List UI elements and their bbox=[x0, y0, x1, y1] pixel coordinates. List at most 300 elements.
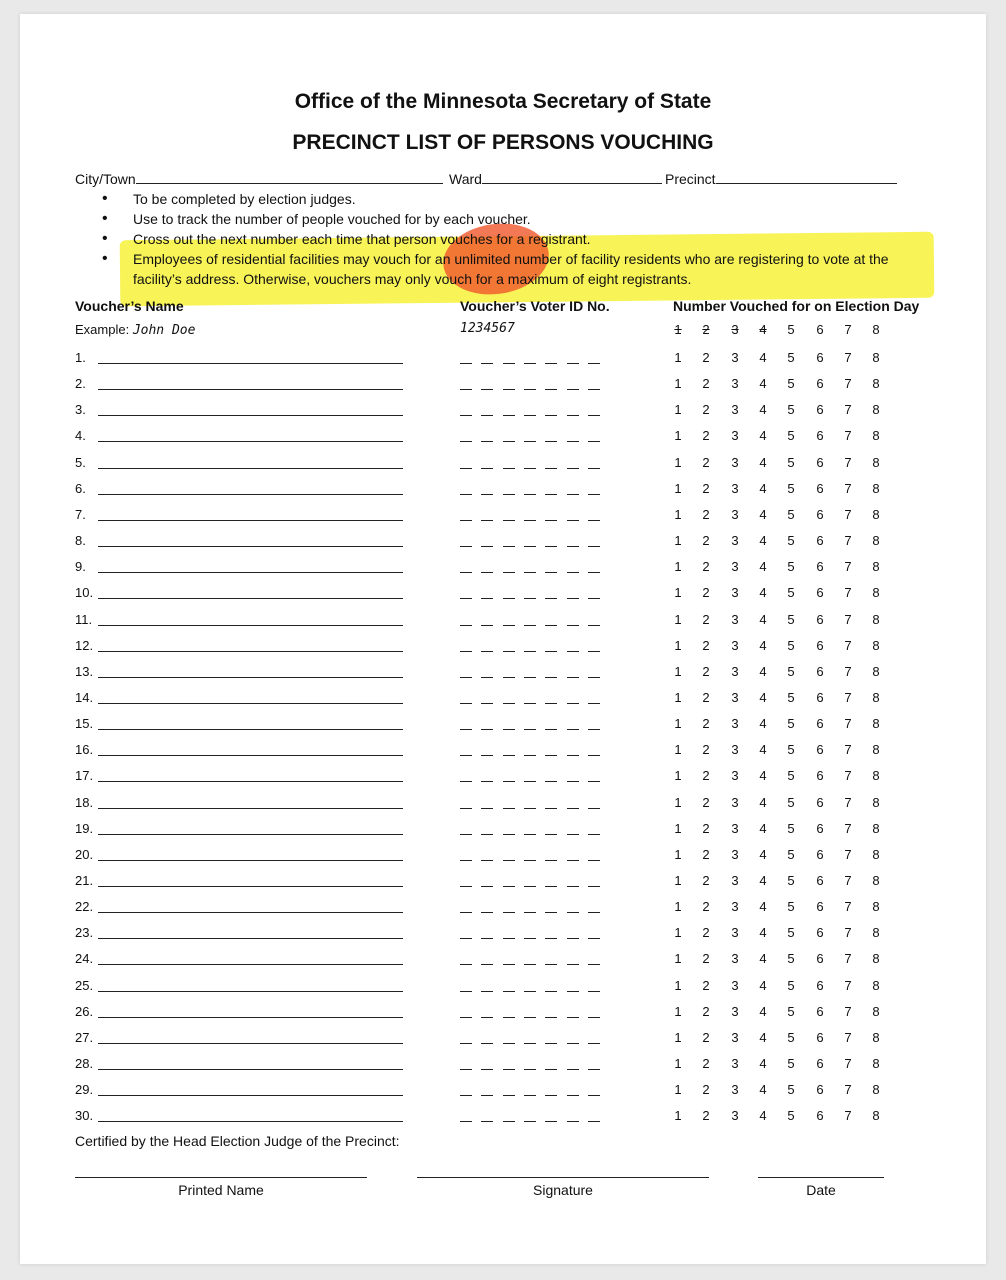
count-number[interactable]: 7 bbox=[844, 1108, 852, 1124]
voter-id-field[interactable] bbox=[460, 546, 600, 547]
count-number[interactable]: 3 bbox=[731, 402, 739, 418]
count-number[interactable]: 6 bbox=[816, 768, 824, 784]
count-number[interactable]: 4 bbox=[759, 637, 767, 653]
voucher-name-line[interactable] bbox=[98, 1121, 403, 1122]
count-number[interactable]: 3 bbox=[731, 768, 739, 784]
count-number[interactable]: 1 bbox=[674, 899, 682, 915]
count-number[interactable]: 4 bbox=[759, 1108, 767, 1124]
count-number[interactable]: 8 bbox=[872, 454, 880, 470]
count-number[interactable]: 8 bbox=[872, 506, 880, 522]
count-number[interactable]: 1 bbox=[674, 873, 682, 888]
count-number[interactable]: 8 bbox=[872, 376, 880, 392]
count-number[interactable]: 5 bbox=[787, 454, 795, 470]
count-number[interactable]: 1 bbox=[674, 585, 682, 601]
ward-input-line[interactable] bbox=[482, 170, 662, 184]
count-number[interactable]: 5 bbox=[787, 663, 795, 679]
count-number[interactable]: 5 bbox=[787, 559, 795, 575]
count-number[interactable]: 6 bbox=[816, 873, 824, 888]
voucher-name-line[interactable] bbox=[98, 677, 403, 678]
count-number[interactable]: 6 bbox=[816, 506, 824, 522]
count-number[interactable]: 2 bbox=[702, 637, 710, 653]
count-number[interactable]: 1 bbox=[674, 690, 682, 705]
voter-id-field[interactable] bbox=[460, 729, 600, 730]
count-number[interactable]: 7 bbox=[844, 1029, 852, 1045]
voucher-name-line[interactable] bbox=[98, 703, 403, 704]
count-number[interactable]: 3 bbox=[731, 951, 739, 967]
count-number[interactable]: 6 bbox=[816, 585, 824, 601]
count-number[interactable]: 1 bbox=[674, 846, 682, 862]
voter-id-field[interactable] bbox=[460, 415, 600, 416]
count-number[interactable]: 1 bbox=[674, 1056, 682, 1071]
count-number[interactable]: 6 bbox=[816, 716, 824, 732]
count-number[interactable]: 7 bbox=[844, 637, 852, 653]
voter-id-field[interactable] bbox=[460, 363, 600, 364]
voucher-name-line[interactable] bbox=[98, 363, 403, 364]
count-number[interactable]: 5 bbox=[787, 873, 795, 888]
count-number[interactable]: 4 bbox=[759, 925, 767, 941]
voucher-name-line[interactable] bbox=[98, 912, 403, 913]
voucher-name-line[interactable] bbox=[98, 494, 403, 495]
count-number[interactable]: 3 bbox=[731, 1029, 739, 1045]
count-number[interactable]: 4 bbox=[759, 951, 767, 967]
count-number[interactable]: 8 bbox=[872, 533, 880, 548]
voucher-name-line[interactable] bbox=[98, 860, 403, 861]
voter-id-field[interactable] bbox=[460, 860, 600, 861]
count-number[interactable]: 8 bbox=[872, 899, 880, 915]
count-number[interactable]: 7 bbox=[844, 1003, 852, 1019]
count-number[interactable]: 1 bbox=[674, 637, 682, 653]
voter-id-field[interactable] bbox=[460, 808, 600, 809]
count-number[interactable]: 6 bbox=[816, 402, 824, 418]
count-number[interactable]: 3 bbox=[731, 350, 739, 365]
count-number[interactable]: 2 bbox=[702, 350, 710, 365]
count-number[interactable]: 3 bbox=[731, 690, 739, 705]
voter-id-field[interactable] bbox=[460, 1095, 600, 1096]
count-number[interactable]: 2 bbox=[702, 480, 710, 496]
voucher-name-line[interactable] bbox=[98, 1043, 403, 1044]
voucher-name-line[interactable] bbox=[98, 755, 403, 756]
count-number[interactable]: 2 bbox=[702, 820, 710, 836]
count-number[interactable]: 1 bbox=[674, 611, 682, 627]
count-number[interactable]: 1 bbox=[674, 559, 682, 575]
count-number[interactable]: 8 bbox=[872, 402, 880, 418]
count-number[interactable]: 7 bbox=[844, 533, 852, 548]
count-number[interactable]: 4 bbox=[759, 663, 767, 679]
count-number[interactable]: 4 bbox=[759, 1056, 767, 1071]
count-number[interactable]: 6 bbox=[816, 454, 824, 470]
count-number[interactable]: 1 bbox=[674, 1003, 682, 1019]
count-number[interactable]: 2 bbox=[702, 1108, 710, 1124]
voucher-name-line[interactable] bbox=[98, 729, 403, 730]
voter-id-field[interactable] bbox=[460, 991, 600, 992]
count-number[interactable]: 1 bbox=[674, 768, 682, 784]
count-number[interactable]: 5 bbox=[787, 1108, 795, 1124]
count-number[interactable]: 1 bbox=[674, 454, 682, 470]
count-number[interactable]: 1 bbox=[674, 794, 682, 810]
count-number[interactable]: 2 bbox=[702, 977, 710, 993]
count-number[interactable]: 2 bbox=[702, 873, 710, 888]
count-number[interactable]: 3 bbox=[731, 585, 739, 601]
count-number[interactable]: 3 bbox=[731, 480, 739, 496]
count-number[interactable]: 2 bbox=[702, 506, 710, 522]
count-number[interactable]: 1 bbox=[674, 1029, 682, 1045]
count-number[interactable]: 6 bbox=[816, 925, 824, 941]
count-number[interactable]: 6 bbox=[816, 742, 824, 758]
voucher-name-line[interactable] bbox=[98, 938, 403, 939]
count-number[interactable]: 5 bbox=[787, 585, 795, 601]
count-number[interactable]: 4 bbox=[759, 1029, 767, 1045]
count-number[interactable]: 6 bbox=[816, 428, 824, 444]
count-number[interactable]: 4 bbox=[759, 977, 767, 993]
count-number[interactable]: 7 bbox=[844, 716, 852, 732]
count-number[interactable]: 3 bbox=[731, 663, 739, 679]
voter-id-field[interactable] bbox=[460, 834, 600, 835]
count-number[interactable]: 4 bbox=[759, 820, 767, 836]
voter-id-field[interactable] bbox=[460, 938, 600, 939]
count-number[interactable]: 5 bbox=[787, 1056, 795, 1071]
voucher-name-line[interactable] bbox=[98, 441, 403, 442]
count-number[interactable]: 7 bbox=[844, 1056, 852, 1071]
count-number[interactable]: 6 bbox=[816, 1108, 824, 1124]
count-number[interactable]: 3 bbox=[731, 454, 739, 470]
count-number[interactable]: 4 bbox=[759, 794, 767, 810]
count-number[interactable]: 3 bbox=[731, 1056, 739, 1071]
count-number[interactable]: 4 bbox=[759, 1082, 767, 1098]
voter-id-field[interactable] bbox=[460, 755, 600, 756]
count-number[interactable]: 7 bbox=[844, 454, 852, 470]
count-number[interactable]: 2 bbox=[702, 454, 710, 470]
voucher-name-line[interactable] bbox=[98, 651, 403, 652]
voucher-name-line[interactable] bbox=[98, 598, 403, 599]
voter-id-field[interactable] bbox=[460, 572, 600, 573]
count-number[interactable]: 8 bbox=[872, 873, 880, 888]
count-number[interactable]: 6 bbox=[816, 846, 824, 862]
voucher-name-line[interactable] bbox=[98, 389, 403, 390]
count-number[interactable]: 7 bbox=[844, 559, 852, 575]
count-number[interactable]: 5 bbox=[787, 977, 795, 993]
count-number[interactable]: 4 bbox=[759, 480, 767, 496]
count-number[interactable]: 1 bbox=[674, 376, 682, 392]
date-line[interactable] bbox=[758, 1177, 884, 1178]
count-number[interactable]: 4 bbox=[759, 350, 767, 365]
count-number[interactable]: 7 bbox=[844, 428, 852, 444]
count-number[interactable]: 1 bbox=[674, 533, 682, 548]
count-number[interactable]: 7 bbox=[844, 506, 852, 522]
voter-id-field[interactable] bbox=[460, 651, 600, 652]
count-number[interactable]: 8 bbox=[872, 480, 880, 496]
count-number[interactable]: 2 bbox=[702, 376, 710, 392]
count-number[interactable]: 6 bbox=[816, 637, 824, 653]
count-number[interactable]: 4 bbox=[759, 768, 767, 784]
count-number[interactable]: 1 bbox=[674, 1082, 682, 1098]
count-number[interactable]: 7 bbox=[844, 977, 852, 993]
voter-id-field[interactable] bbox=[460, 520, 600, 521]
count-number[interactable]: 2 bbox=[702, 716, 710, 732]
count-number[interactable]: 1 bbox=[674, 742, 682, 758]
count-number[interactable]: 2 bbox=[702, 402, 710, 418]
count-number[interactable]: 6 bbox=[816, 1056, 824, 1071]
count-number[interactable]: 4 bbox=[759, 402, 767, 418]
count-number[interactable]: 7 bbox=[844, 585, 852, 601]
count-number[interactable]: 3 bbox=[731, 1108, 739, 1124]
count-number[interactable]: 6 bbox=[816, 794, 824, 810]
count-number[interactable]: 3 bbox=[731, 428, 739, 444]
voter-id-field[interactable] bbox=[460, 677, 600, 678]
count-number[interactable]: 6 bbox=[816, 820, 824, 836]
count-number[interactable]: 4 bbox=[759, 454, 767, 470]
count-number[interactable]: 4 bbox=[759, 1003, 767, 1019]
count-number[interactable]: 8 bbox=[872, 846, 880, 862]
count-number[interactable]: 5 bbox=[787, 480, 795, 496]
count-number[interactable]: 1 bbox=[674, 820, 682, 836]
count-number[interactable]: 2 bbox=[702, 533, 710, 548]
voter-id-field[interactable] bbox=[460, 1121, 600, 1122]
count-number[interactable]: 5 bbox=[787, 1029, 795, 1045]
precinct-input-line[interactable] bbox=[716, 170, 897, 184]
count-number[interactable]: 6 bbox=[816, 899, 824, 915]
count-number[interactable]: 3 bbox=[731, 559, 739, 575]
count-number[interactable]: 8 bbox=[872, 977, 880, 993]
count-number[interactable]: 3 bbox=[731, 1003, 739, 1019]
count-number[interactable]: 2 bbox=[702, 559, 710, 575]
count-number[interactable]: 3 bbox=[731, 899, 739, 915]
voucher-name-line[interactable] bbox=[98, 546, 403, 547]
count-number[interactable]: 5 bbox=[787, 951, 795, 967]
count-number[interactable]: 8 bbox=[872, 559, 880, 575]
count-number[interactable]: 7 bbox=[844, 742, 852, 758]
count-number[interactable]: 1 bbox=[674, 350, 682, 365]
count-number[interactable]: 5 bbox=[787, 402, 795, 418]
count-number[interactable]: 3 bbox=[731, 873, 739, 888]
voter-id-field[interactable] bbox=[460, 886, 600, 887]
count-number[interactable]: 7 bbox=[844, 768, 852, 784]
count-number[interactable]: 1 bbox=[674, 428, 682, 444]
voucher-name-line[interactable] bbox=[98, 964, 403, 965]
count-number[interactable]: 3 bbox=[731, 376, 739, 392]
count-number[interactable]: 5 bbox=[787, 794, 795, 810]
voter-id-field[interactable] bbox=[460, 781, 600, 782]
count-number[interactable]: 4 bbox=[759, 873, 767, 888]
count-number[interactable]: 7 bbox=[844, 899, 852, 915]
count-number[interactable]: 5 bbox=[787, 899, 795, 915]
count-number[interactable]: 7 bbox=[844, 873, 852, 888]
count-number[interactable]: 2 bbox=[702, 611, 710, 627]
count-number[interactable]: 6 bbox=[816, 1029, 824, 1045]
voucher-name-line[interactable] bbox=[98, 886, 403, 887]
count-number[interactable]: 7 bbox=[844, 402, 852, 418]
count-number[interactable]: 5 bbox=[787, 820, 795, 836]
count-number[interactable]: 3 bbox=[731, 925, 739, 941]
voucher-name-line[interactable] bbox=[98, 1095, 403, 1096]
count-number[interactable]: 4 bbox=[759, 846, 767, 862]
count-number[interactable]: 2 bbox=[702, 428, 710, 444]
count-number[interactable]: 5 bbox=[787, 1082, 795, 1098]
count-number[interactable]: 2 bbox=[702, 1029, 710, 1045]
count-number[interactable]: 3 bbox=[731, 794, 739, 810]
count-number[interactable]: 4 bbox=[759, 742, 767, 758]
count-number[interactable]: 8 bbox=[872, 428, 880, 444]
count-number[interactable]: 5 bbox=[787, 846, 795, 862]
count-number[interactable]: 6 bbox=[816, 663, 824, 679]
count-number[interactable]: 6 bbox=[816, 951, 824, 967]
count-number[interactable]: 1 bbox=[674, 402, 682, 418]
voter-id-field[interactable] bbox=[460, 441, 600, 442]
count-number[interactable]: 7 bbox=[844, 951, 852, 967]
count-number[interactable]: 2 bbox=[702, 794, 710, 810]
city-input-line[interactable] bbox=[136, 170, 443, 184]
voucher-name-line[interactable] bbox=[98, 625, 403, 626]
count-number[interactable]: 6 bbox=[816, 480, 824, 496]
count-number[interactable]: 5 bbox=[787, 1003, 795, 1019]
count-number[interactable]: 8 bbox=[872, 1029, 880, 1045]
count-number[interactable]: 8 bbox=[872, 611, 880, 627]
count-number[interactable]: 2 bbox=[702, 1082, 710, 1098]
count-number[interactable]: 1 bbox=[674, 506, 682, 522]
count-number[interactable]: 3 bbox=[731, 1082, 739, 1098]
count-number[interactable]: 7 bbox=[844, 350, 852, 365]
count-number[interactable]: 1 bbox=[674, 1108, 682, 1124]
count-number[interactable]: 8 bbox=[872, 585, 880, 601]
count-number[interactable]: 8 bbox=[872, 690, 880, 705]
count-number[interactable]: 6 bbox=[816, 977, 824, 993]
count-number[interactable]: 8 bbox=[872, 742, 880, 758]
voucher-name-line[interactable] bbox=[98, 415, 403, 416]
count-number[interactable]: 2 bbox=[702, 690, 710, 705]
count-number[interactable]: 3 bbox=[731, 611, 739, 627]
count-number[interactable]: 8 bbox=[872, 1003, 880, 1019]
count-number[interactable]: 4 bbox=[759, 376, 767, 392]
count-number[interactable]: 5 bbox=[787, 690, 795, 705]
voter-id-field[interactable] bbox=[460, 625, 600, 626]
count-number[interactable]: 4 bbox=[759, 899, 767, 915]
count-number[interactable]: 7 bbox=[844, 925, 852, 941]
voucher-name-line[interactable] bbox=[98, 1069, 403, 1070]
voucher-name-line[interactable] bbox=[98, 991, 403, 992]
count-number[interactable]: 2 bbox=[702, 951, 710, 967]
count-number[interactable]: 6 bbox=[816, 376, 824, 392]
count-number[interactable]: 3 bbox=[731, 533, 739, 548]
count-number[interactable]: 4 bbox=[759, 533, 767, 548]
count-number[interactable]: 8 bbox=[872, 637, 880, 653]
count-number[interactable]: 2 bbox=[702, 1056, 710, 1071]
count-number[interactable]: 7 bbox=[844, 480, 852, 496]
count-number[interactable]: 7 bbox=[844, 1082, 852, 1098]
count-number[interactable]: 5 bbox=[787, 506, 795, 522]
count-number[interactable]: 8 bbox=[872, 1056, 880, 1071]
voucher-name-line[interactable] bbox=[98, 468, 403, 469]
count-number[interactable]: 7 bbox=[844, 611, 852, 627]
count-number[interactable]: 3 bbox=[731, 716, 739, 732]
count-number[interactable]: 2 bbox=[702, 742, 710, 758]
count-number[interactable]: 6 bbox=[816, 533, 824, 548]
count-number[interactable]: 5 bbox=[787, 768, 795, 784]
count-number[interactable]: 7 bbox=[844, 663, 852, 679]
count-number[interactable]: 4 bbox=[759, 585, 767, 601]
count-number[interactable]: 2 bbox=[702, 846, 710, 862]
count-number[interactable]: 6 bbox=[816, 559, 824, 575]
count-number[interactable]: 8 bbox=[872, 1108, 880, 1124]
count-number[interactable]: 5 bbox=[787, 350, 795, 365]
count-number[interactable]: 5 bbox=[787, 533, 795, 548]
count-number[interactable]: 5 bbox=[787, 637, 795, 653]
count-number[interactable]: 7 bbox=[844, 794, 852, 810]
voucher-name-line[interactable] bbox=[98, 834, 403, 835]
count-number[interactable]: 5 bbox=[787, 428, 795, 444]
voter-id-field[interactable] bbox=[460, 468, 600, 469]
count-number[interactable]: 1 bbox=[674, 951, 682, 967]
count-number[interactable]: 5 bbox=[787, 925, 795, 941]
voter-id-field[interactable] bbox=[460, 964, 600, 965]
count-number[interactable]: 2 bbox=[702, 663, 710, 679]
count-number[interactable]: 8 bbox=[872, 663, 880, 679]
count-number[interactable]: 1 bbox=[674, 716, 682, 732]
count-number[interactable]: 1 bbox=[674, 977, 682, 993]
voucher-name-line[interactable] bbox=[98, 1017, 403, 1018]
count-number[interactable]: 1 bbox=[674, 663, 682, 679]
count-number[interactable]: 4 bbox=[759, 559, 767, 575]
voter-id-field[interactable] bbox=[460, 598, 600, 599]
count-number[interactable]: 3 bbox=[731, 846, 739, 862]
count-number[interactable]: 1 bbox=[674, 480, 682, 496]
count-number[interactable]: 3 bbox=[731, 506, 739, 522]
count-number[interactable]: 4 bbox=[759, 506, 767, 522]
count-number[interactable]: 3 bbox=[731, 820, 739, 836]
count-number[interactable]: 5 bbox=[787, 611, 795, 627]
voter-id-field[interactable] bbox=[460, 703, 600, 704]
count-number[interactable]: 8 bbox=[872, 768, 880, 784]
count-number[interactable]: 4 bbox=[759, 716, 767, 732]
count-number[interactable]: 7 bbox=[844, 820, 852, 836]
count-number[interactable]: 2 bbox=[702, 1003, 710, 1019]
voter-id-field[interactable] bbox=[460, 912, 600, 913]
count-number[interactable]: 3 bbox=[731, 977, 739, 993]
printed-name-line[interactable] bbox=[75, 1177, 367, 1178]
count-number[interactable]: 5 bbox=[787, 716, 795, 732]
count-number[interactable]: 6 bbox=[816, 1003, 824, 1019]
count-number[interactable]: 7 bbox=[844, 846, 852, 862]
count-number[interactable]: 2 bbox=[702, 768, 710, 784]
voter-id-field[interactable] bbox=[460, 1017, 600, 1018]
count-number[interactable]: 8 bbox=[872, 951, 880, 967]
count-number[interactable]: 5 bbox=[787, 742, 795, 758]
count-number[interactable]: 8 bbox=[872, 794, 880, 810]
count-number[interactable]: 4 bbox=[759, 428, 767, 444]
voter-id-field[interactable] bbox=[460, 389, 600, 390]
count-number[interactable]: 6 bbox=[816, 350, 824, 365]
count-number[interactable]: 4 bbox=[759, 690, 767, 705]
count-number[interactable]: 5 bbox=[787, 376, 795, 392]
voucher-name-line[interactable] bbox=[98, 520, 403, 521]
voucher-name-line[interactable] bbox=[98, 572, 403, 573]
count-number[interactable]: 7 bbox=[844, 376, 852, 392]
voter-id-field[interactable] bbox=[460, 1069, 600, 1070]
count-number[interactable]: 6 bbox=[816, 690, 824, 705]
count-number[interactable]: 6 bbox=[816, 611, 824, 627]
count-number[interactable]: 2 bbox=[702, 899, 710, 915]
count-number[interactable]: 8 bbox=[872, 716, 880, 732]
count-number[interactable]: 3 bbox=[731, 637, 739, 653]
voter-id-field[interactable] bbox=[460, 494, 600, 495]
count-number[interactable]: 6 bbox=[816, 1082, 824, 1098]
count-number[interactable]: 1 bbox=[674, 925, 682, 941]
count-number[interactable]: 4 bbox=[759, 611, 767, 627]
count-number[interactable]: 8 bbox=[872, 925, 880, 941]
count-number[interactable]: 2 bbox=[702, 585, 710, 601]
count-number[interactable]: 3 bbox=[731, 742, 739, 758]
count-number[interactable]: 8 bbox=[872, 350, 880, 365]
voucher-name-line[interactable] bbox=[98, 781, 403, 782]
signature-line[interactable] bbox=[417, 1177, 709, 1178]
